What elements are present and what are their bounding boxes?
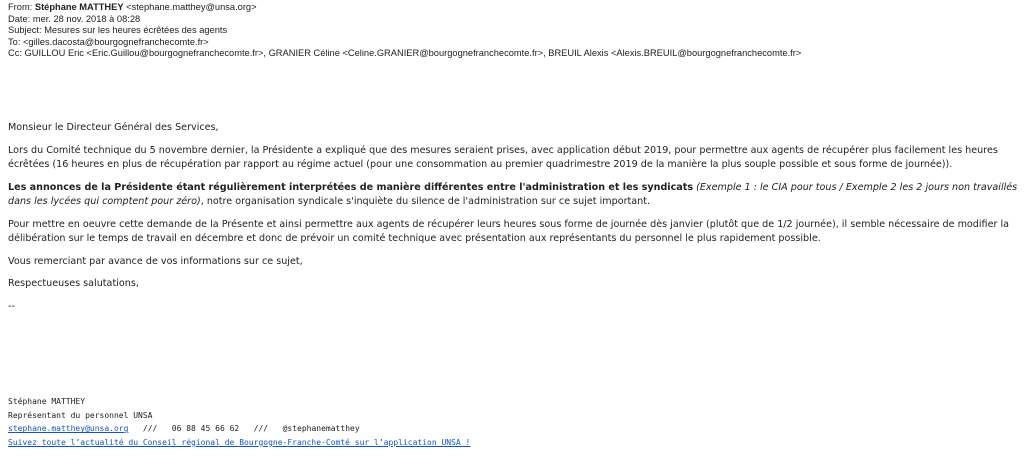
signature-phone: 06 88 45 66 62	[171, 424, 240, 434]
signature-role: Représentant du personnel UNSA	[8, 410, 153, 420]
paragraph-2	[8, 181, 1020, 210]
thanks-line: Vous remerciant par avance de vos informations sur ce sujet,	[8, 255, 303, 267]
from-line	[8, 2, 801, 14]
date-label: Date:	[8, 13, 31, 24]
unsa-app-link[interactable]: Suivez toute l’actualité du Conseil régional de Bourgogne-Franche-Comté sur l’application UNSA !	[8, 437, 471, 447]
subject-line	[8, 25, 801, 37]
signature-separator: --	[8, 300, 15, 312]
sender-email: <stephane.matthey@unsa.org>	[126, 2, 257, 12]
cc-line	[8, 48, 801, 60]
cc-label: Cc:	[8, 48, 22, 59]
to-value: <gilles.dacosta@bourgognefranchecomte.fr>	[23, 36, 209, 47]
paragraph-1: Lors du Comité technique du 5 novembre dernier, la Présidente a expliqué que des mesures seraient prises, avec application début 2019, pour permettre aux agents de récupérer plus facilement les heures écrêtées (16 heures en plus de récupération par rapport au régime actuel (pour une consommation au premier quadrimestre 2019 de la manière la plus souple possible et sous forme de journée)).	[8, 144, 998, 170]
cc-value: GUILLOU Eric <Eric.Guillou@bourgognefranchecomte.fr>, GRANIER Céline <Celine.GRANIER@bourgognefranchecomte.fr>, BREUIL Alexis <Alexis.BREUIL@bourgognefranchecomte.fr>	[24, 48, 802, 59]
signature-name: Stéphane MATTHEY	[8, 397, 86, 406]
signature-email-link[interactable]: stephane.matthey@unsa.org	[8, 424, 129, 434]
paragraph-2-bold: Les annonces de la Présidente étant régulièrement interprétées de manière différentes entre l'administration et les syndicats	[8, 181, 694, 193]
paragraph-3: Pour mettre en oeuvre cette demande de la Présente et ainsi permettre aux agents de récupérer leurs heures sous forme de journée dès janvier (plutôt que de 1/2 journée), il semble nécessaire de modifier la délibération sur le temps de travail en décembre et donc de prévoir un comité technique avec présentation aux représentants du personnel le plus rapidement possible.	[8, 218, 1010, 244]
paragraph-2-italic: (Exemple 1 : le CIA pour tous / Exemple 2 les 2 jours non travaillés dans les lycées qui comptent pour zéro)	[8, 181, 1018, 207]
signature-handle: @stephanematthey	[282, 424, 360, 434]
to-line	[8, 37, 801, 49]
signature-contact-line	[8, 422, 470, 436]
greeting: Monsieur le Directeur Général des Services,	[8, 122, 219, 133]
email-header	[8, 2, 801, 60]
email-body	[8, 121, 1020, 314]
separator-1: ///	[128, 424, 172, 434]
paragraph-2-rest: , notre organisation syndicale s'inquiète du silence de l'administration sur ce sujet important.	[200, 196, 651, 207]
date-line	[8, 14, 801, 26]
from-label: From:	[8, 2, 33, 12]
separator-2: ///	[239, 424, 283, 434]
signature-block	[8, 395, 470, 449]
closing-line: Respectueuses salutations,	[8, 278, 139, 289]
subject-value: Mesures sur les heures écrêtées des agents	[44, 25, 228, 36]
date-value: mer. 28 nov. 2018 à 08:28	[32, 13, 141, 24]
to-label: To:	[8, 36, 21, 47]
sender-name: Stéphane MATTHEY	[34, 2, 124, 12]
signature-app-line	[8, 436, 470, 450]
subject-label: Subject:	[8, 25, 42, 36]
